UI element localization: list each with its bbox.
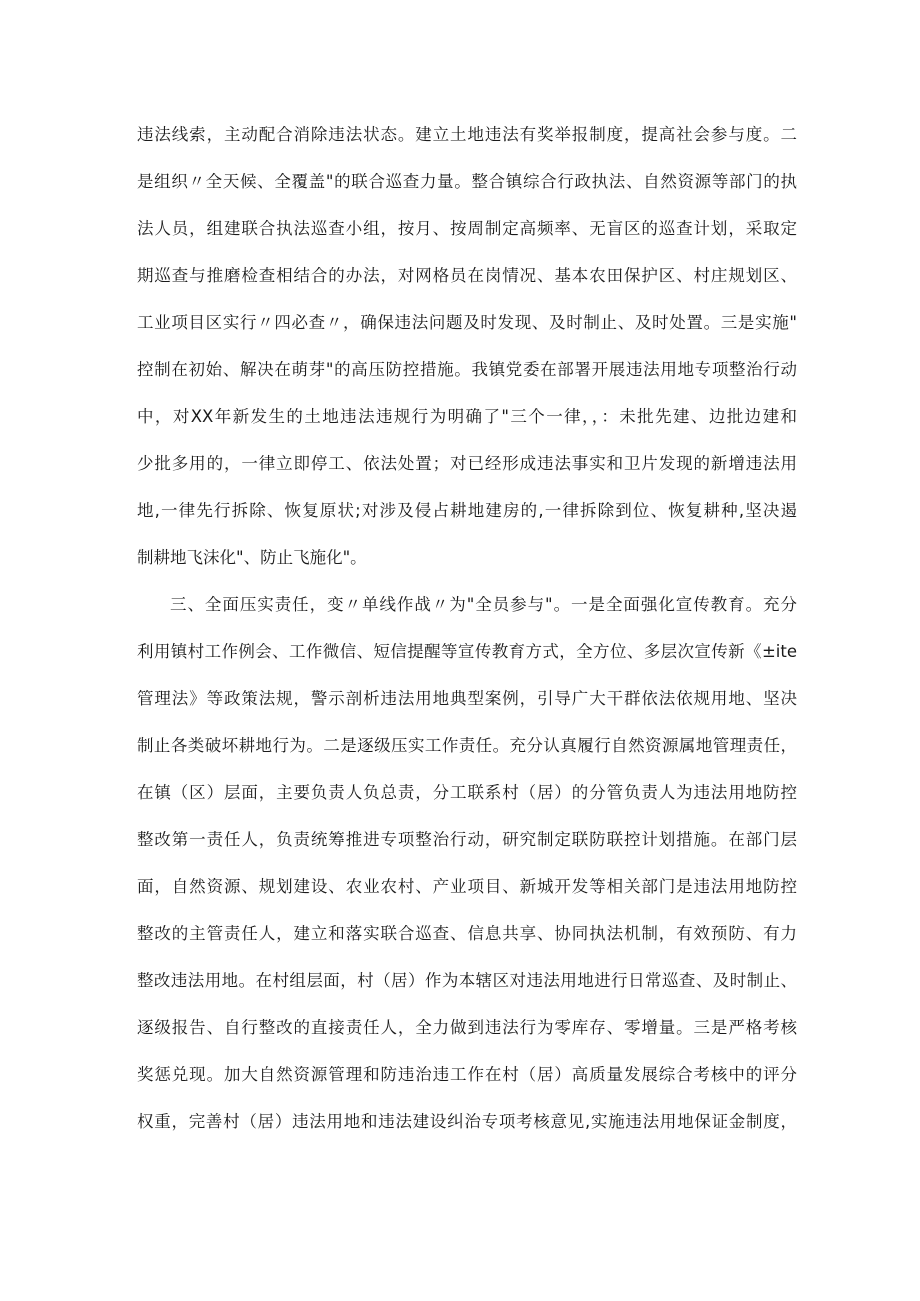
text-line: 奖惩兑现。加大自然资源管理和防违治违工作在村（居）高质量发展综合考核中的评分 <box>137 1065 797 1084</box>
text-line: 三、全面压实责任，变〃单线作战〃为"全员参与"。一是全面强化宣传教育。充分 <box>170 595 797 614</box>
text-line: 少批多用的，一律立即停工、依法处置；对已经形成违法事实和卫片发现的新增违法用 <box>137 454 797 473</box>
text-line: 中，对XX年新发生的土地违法违规行为明确了"三个一律，，：未批先建、边批边建和 <box>137 407 797 426</box>
text-line: 期巡查与推磨检查相结合的办法，对网格员在岗情况、基本农田保护区、村庄规划区、 <box>137 266 797 285</box>
text-line: 整改第一责任人，负责统筹推进专项整治行动，研究制定联防联控计划措施。在部门层 <box>137 830 797 849</box>
text-line: 地,一律先行拆除、恢复原状;对涉及侵占耕地建房的,一律拆除到位、恢复耕种,坚决遏 <box>137 501 797 520</box>
text-line: 逐级报告、自行整改的直接责任人，全力做到违法行为零库存、零增量。三是严格考核 <box>137 1018 797 1037</box>
text-line: 整改违法用地。在村组层面，村（居）作为本辖区对违法用地进行日常巡查、及时制止、 <box>137 971 797 990</box>
text-line: 工业项目区实行〃四必查〃，确保违法问题及时发现、及时制止、及时处置。三是实施" <box>137 313 797 332</box>
text-line: 制耕地飞沫化"、防止飞施化"。 <box>137 548 367 567</box>
text-line: 在镇（区）层面，主要负责人负总责，分工联系村（居）的分管负责人为违法用地防控 <box>137 783 797 802</box>
text-line: 管理法》等政策法规，警示剖析违法用地典型案例，引导广大干群依法依规用地、坚决 <box>137 689 797 708</box>
text-line: 面，自然资源、规划建设、农业农村、产业项目、新城开发等相关部门是违法用地防控 <box>137 877 797 896</box>
text-line: 整改的主管责任人，建立和落实联合巡查、信息共享、协同执法机制，有效预防、有力 <box>137 924 797 943</box>
text-line: 控制在初始、解决在萌芽"的高压防控措施。我镇党委在部署开展违法用地专项整治行动 <box>137 360 797 379</box>
text-line: 是组织〃全天候、全覆盖"的联合巡查力量。整合镇综合行政执法、自然资源等部门的执 <box>137 172 797 191</box>
text-line: 制止各类破坏耕地行为。二是逐级压实工作责任。充分认真履行自然资源属地管理责任， <box>137 736 797 755</box>
text-line: 违法线索，主动配合消除违法状态。建立土地违法有奖举报制度，提高社会参与度。二 <box>137 125 797 144</box>
text-line: 权重，完善村（居）违法用地和违法建设纠治专项考核意见,实施违法用地保证金制度， <box>137 1112 797 1131</box>
text-line: 利用镇村工作例会、工作微信、短信提醒等宣传教育方式，全方位、多层次宣传新《±ite <box>137 642 797 661</box>
text-line: 法人员，组建联合执法巡查小组，按月、按周制定高频率、无盲区的巡查计划，采取定 <box>137 219 797 238</box>
